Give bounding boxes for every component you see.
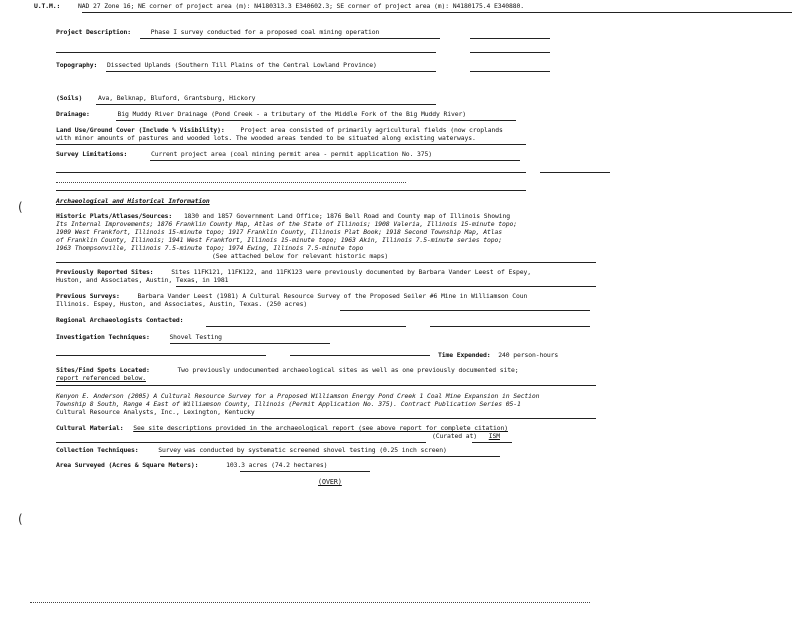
investigation-label: Investigation Techniques: [56, 333, 150, 341]
utm-row [34, 2, 524, 10]
land-use-line1: Project area consisted of primarily agricultural fields (now croplands [240, 126, 503, 134]
report-reference-line: Cultural Resource Analysts, Inc., Lexington, Kentucky [56, 408, 255, 416]
regional-contacted-underline [206, 326, 406, 327]
punch-hole-mark: ( [18, 512, 23, 526]
survey-limitations-row [56, 150, 432, 158]
time-expended-value: 240 person-hours [498, 351, 559, 359]
historic-sources-line: Its Internal Improvements; 1876 Franklin County Map, Atlas of the State of Illinois; 1908 Valeria, Illinois 15-minute topo; [56, 220, 517, 228]
historic-sources-line: 1830 and 1857 Government Land Office; 1876 Bell Road and County map of Illinois Showing [183, 212, 510, 220]
see-attached-note: (See attached below for relevant historic maps) [212, 252, 389, 260]
cultural-material-value: See site descriptions provided in the archaeological report (see above report for complete citation) [133, 424, 508, 432]
blank-line [240, 418, 596, 419]
land-use-label: Land Use/Ground Cover (Include % Visibility): [56, 126, 225, 134]
historic-sources-label: Historic Plats/Atlases/Sources: [56, 212, 173, 220]
land-use-row [56, 126, 503, 134]
area-surveyed-underline [240, 471, 370, 472]
blank-line [540, 172, 610, 173]
area-surveyed-value: 103.3 acres (74.2 hectares) [226, 461, 328, 469]
historic-sources-line: 1909 West Frankfort, Illinois 15-minute topo; 1917 Franklin County, Illinois Plat Book; 1918 Second Township Map, Atlas [56, 228, 502, 236]
blank-line [56, 172, 526, 173]
blank-line [290, 355, 430, 356]
blank-line [56, 144, 526, 145]
survey-limitations-underline [150, 160, 520, 161]
cultural-material-label: Cultural Material: [56, 424, 124, 432]
project-description-value: Phase I survey conducted for a proposed coal mining operation [150, 28, 380, 36]
sites-found-row [56, 366, 518, 374]
soils-label: (Soils) [56, 94, 83, 102]
utm-value: NAD 27 Zone 16; NE corner of project area (m): N4180313.3 E340602.3; SE corner of project area (m): N4180175.4 E340880. [77, 2, 524, 10]
blank-line [176, 286, 596, 287]
curated-underline [472, 442, 512, 443]
blank-line [56, 385, 596, 386]
historic-sources-row [56, 212, 510, 220]
archaeological-heading: Archaeological and Historical Information [56, 197, 210, 205]
collection-label: Collection Techniques: [56, 446, 139, 454]
project-description-row [56, 28, 379, 36]
previous-surveys-line2: Illinois. Espey, Huston, and Associates, Austin, Texas. (250 acres) [56, 300, 308, 308]
report-reference-line: Kenyon E. Anderson (2005) A Cultural Resource Survey for a Proposed Williamson Energy Pond Creek 1 Coal Mine Expansion in Section [56, 392, 540, 400]
previously-reported-label: Previously Reported Sites: [56, 268, 154, 276]
curated-row [432, 432, 500, 440]
previous-surveys-row [56, 292, 527, 300]
collection-value: Survey was conducted by systematic screened shovel testing (0.25 inch screen) [158, 446, 447, 454]
soils-value: Ava, Belknap, Bluford, Grantsburg, Hickory [97, 94, 256, 102]
drainage-row [56, 110, 466, 118]
survey-limitations-label: Survey Limitations: [56, 150, 128, 158]
historic-sources-line: 1963 Thompsonville, Illinois 7.5-minute topo; 1974 Ewing, Illinois 7.5-minute topo [56, 244, 364, 252]
blank-line [56, 355, 266, 356]
punch-hole-mark: ( [18, 200, 23, 214]
regional-contacted-row [56, 316, 183, 324]
project-description-underline [140, 38, 440, 39]
blank-line [430, 326, 590, 327]
drainage-underline [116, 120, 516, 121]
collection-row [56, 446, 447, 454]
sites-found-line1: Two previously undocumented archaeological sites as well as one previously documented site; [177, 366, 519, 374]
time-expended-row [438, 351, 558, 359]
cultural-material-row [56, 424, 508, 432]
scan-noise-line [30, 602, 590, 603]
curated-label: (Curated at) [432, 432, 477, 440]
blank-line [470, 52, 550, 53]
topography-underline [106, 71, 436, 72]
soils-underline [96, 104, 436, 105]
blank-line [56, 190, 526, 191]
blank-line [56, 442, 426, 443]
investigation-underline [170, 343, 330, 344]
project-description-label: Project Description: [56, 28, 131, 36]
sites-found-line2: report referenced below. [56, 374, 146, 382]
area-surveyed-row [56, 461, 327, 469]
land-use-line2: with minor amounts of pastures and wooded lots. The wooded areas tended to be situated along existing waterways. [56, 134, 476, 142]
curated-value: ISM [488, 432, 500, 440]
blank-line [56, 262, 596, 263]
blank-line [56, 52, 436, 53]
utm-underline [82, 12, 792, 13]
scan-noise-line [56, 182, 406, 183]
survey-limitations-value: Current project area (coal mining permit area - permit application No. 375) [150, 150, 433, 158]
topography-label: Topography: [56, 61, 98, 69]
regional-contacted-label: Regional Archaeologists Contacted: [56, 316, 184, 324]
blank-line [470, 71, 550, 72]
previously-reported-line2: Huston, and Associates, Austin, Texas, in 1981 [56, 276, 229, 284]
previously-reported-row [56, 268, 531, 276]
time-expended-label: Time Expended: [438, 351, 491, 359]
over-footer: (OVER) [318, 478, 342, 486]
report-reference-line: Township 8 South, Range 4 East of Williamson County, Illinois (Permit Application No. 375). Contract Publication Series 05-1 [56, 400, 521, 408]
investigation-row [56, 333, 222, 341]
collection-underline [160, 456, 500, 457]
topography-value: Dissected Uplands (Southern Till Plains of the Central Lowland Province) [106, 61, 377, 69]
previously-reported-line1: Sites 11FK121, 11FK122, and 11FK123 were previously documented by Barbara Vander Leest of Espey, [171, 268, 531, 276]
utm-label: U.T.M.: [34, 2, 61, 10]
blank-line [340, 310, 590, 311]
area-surveyed-label: Area Surveyed (Acres & Square Meters): [56, 461, 199, 469]
topography-row [56, 61, 377, 69]
previous-surveys-label: Previous Surveys: [56, 292, 120, 300]
historic-sources-line: of Franklin County, Illinois; 1941 West Frankfort, Illinois 15-minute topo; 1963 Akin, Illinois 7.5-minute series topo; [56, 236, 502, 244]
previous-surveys-line1: Barbara Vander Leest (1981) A Cultural Resource Survey of the Proposed Seiler #6 Mine in Williamson Coun [137, 292, 528, 300]
drainage-label: Drainage: [56, 110, 90, 118]
soils-row [56, 94, 255, 102]
investigation-value: Shovel Testing [169, 333, 222, 341]
sites-found-label: Sites/Find Spots Located: [56, 366, 150, 374]
drainage-value: Big Muddy River Drainage (Pond Creek - a tributary of the Middle Fork of the Big Muddy River) [117, 110, 467, 118]
project-description-underline-2 [470, 38, 550, 39]
